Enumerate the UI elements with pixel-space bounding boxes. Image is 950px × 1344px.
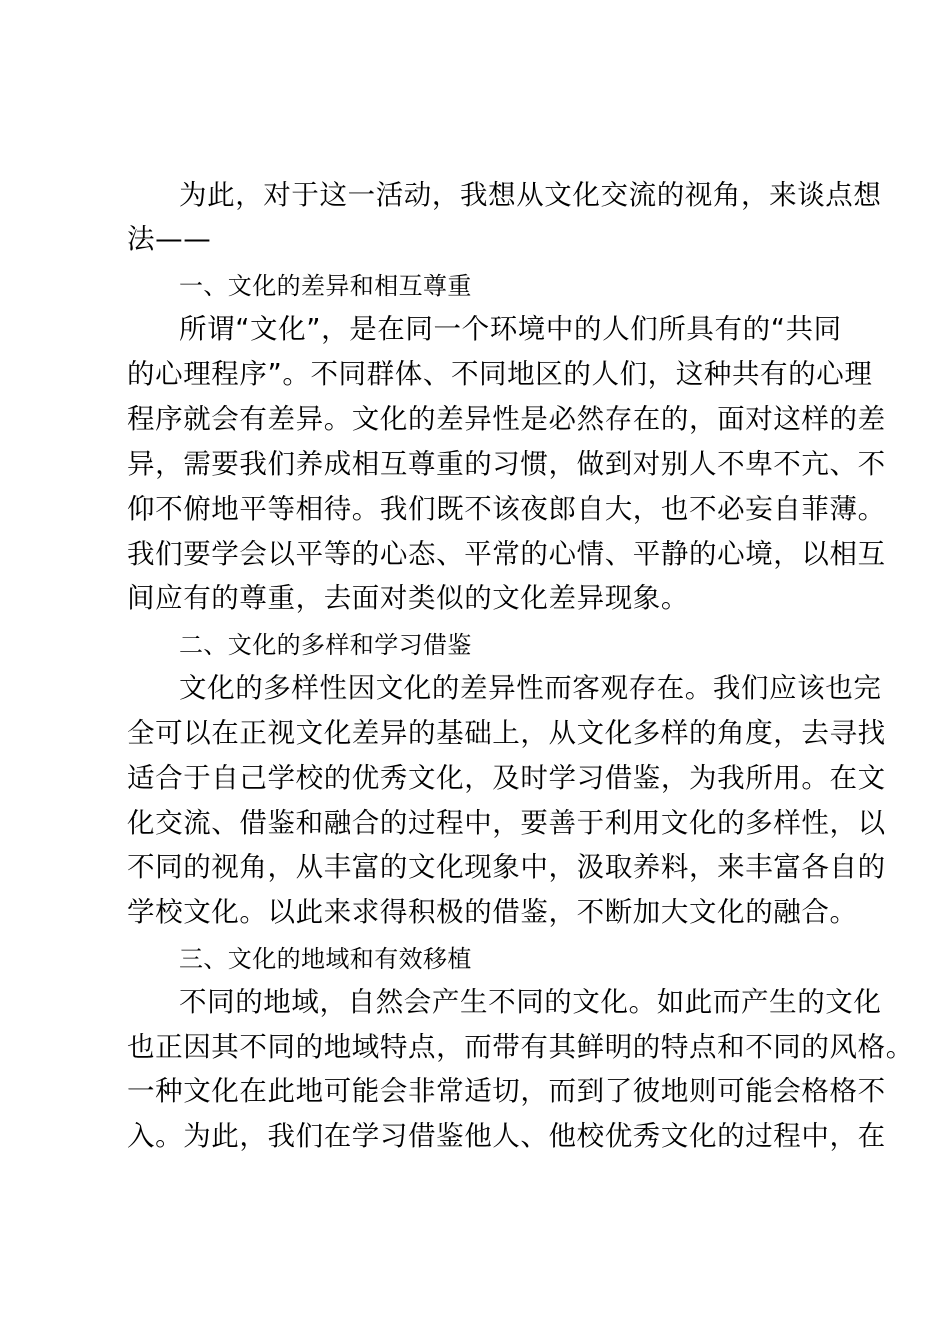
paragraph-line: 化交流、借鉴和融合的过程中，要善于利用文化的多样性，以 bbox=[127, 807, 886, 839]
paragraph-line: 我们要学会以平等的心态、平常的心情、平静的心境，以相互 bbox=[127, 538, 886, 570]
paragraph-line: 不同的视角，从丰富的文化现象中，汲取养料，来丰富各自的 bbox=[127, 851, 886, 883]
paragraph-line: 仰不俯地平等相待。我们既不该夜郎自大，也不必妄自菲薄。 bbox=[127, 493, 886, 525]
paragraph-line: 学校文化。以此来求得积极的借鉴，不断加大文化的融合。 bbox=[127, 896, 858, 928]
section-heading: 一、文化的差异和相互尊重 bbox=[179, 272, 472, 300]
paragraph-line: 一种文化在此地可能会非常适切，而到了彼地则可能会格格不 bbox=[127, 1075, 886, 1107]
paragraph-line: 异，需要我们养成相互尊重的习惯，做到对别人不卑不亢、不 bbox=[127, 448, 886, 480]
paragraph-line: 不同的地域，自然会产生不同的文化。如此而产生的文化 bbox=[179, 986, 882, 1018]
paragraph-line: 文化的多样性因文化的差异性而客观存在。我们应该也完 bbox=[179, 672, 882, 704]
section-heading: 三、文化的地域和有效移植 bbox=[179, 945, 472, 973]
paragraph-line: 间应有的尊重，去面对类似的文化差异现象。 bbox=[127, 582, 689, 614]
paragraph-line: 适合于自己学校的优秀文化，及时学习借鉴，为我所用。在文 bbox=[127, 762, 886, 794]
paragraph-line: 也正因其不同的地域特点，而带有其鲜明的特点和不同的风格。 bbox=[127, 1031, 914, 1063]
paragraph-line: 所谓“文化”，是在同一个环境中的人们所具有的“共同 bbox=[179, 313, 842, 345]
paragraph-line: 法—— bbox=[127, 223, 212, 255]
paragraph-line: 全可以在正视文化差异的基础上，从文化多样的角度，去寻找 bbox=[127, 717, 886, 749]
paragraph-line: 程序就会有差异。文化的差异性是必然存在的，面对这样的差 bbox=[127, 403, 886, 435]
paragraph-line: 为此，对于这一活动，我想从文化交流的视角，来谈点想 bbox=[179, 179, 882, 211]
section-heading: 二、文化的多样和学习借鉴 bbox=[179, 631, 472, 659]
paragraph-line: 入。为此，我们在学习借鉴他人、他校优秀文化的过程中，在 bbox=[127, 1120, 886, 1152]
paragraph-line: 的心理程序”。不同群体、不同地区的人们，这种共有的心理 bbox=[127, 358, 873, 390]
